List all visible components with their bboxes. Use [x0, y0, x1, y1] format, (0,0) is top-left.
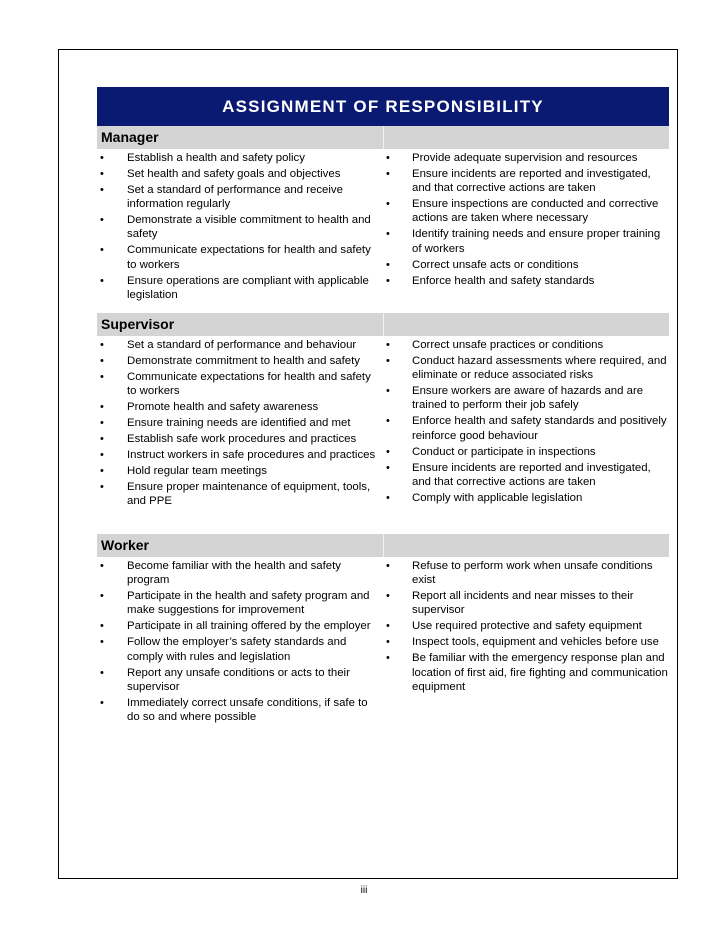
list-item: • Use required protective and safety equipment [383, 619, 669, 633]
section-header-supervisor [97, 313, 669, 336]
list-item: • Hold regular team meetings [97, 464, 383, 478]
list-item: • Ensure proper maintenance of equipment, tools, and PPE [97, 480, 383, 508]
supervisor-left-column [97, 338, 383, 534]
list-item: • Set a standard of performance and behaviour [97, 338, 383, 352]
list-item: • Inspect tools, equipment and vehicles before use [383, 635, 669, 649]
list-item: • Identify training needs and ensure proper training of workers [383, 227, 669, 255]
list-item: • Communicate expectations for health and safety to workers [97, 243, 383, 271]
list-item: • Ensure workers are aware of hazards and are trained to perform their job safely [383, 384, 669, 412]
worker-right-column [383, 559, 669, 749]
list-item: • Communicate expectations for health and safety to workers [97, 370, 383, 398]
list-item: • Ensure incidents are reported and investigated, and that corrective actions are taken [383, 167, 669, 195]
list-item: • Correct unsafe practices or conditions [383, 338, 669, 352]
list-item: • Participate in all training offered by the employer [97, 619, 383, 633]
manager-left-list [97, 151, 383, 302]
page-number: iii [360, 885, 368, 896]
list-item: • Set a standard of performance and receive information regularly [97, 183, 383, 211]
list-item: • Promote health and safety awareness [97, 400, 383, 414]
responsibility-table [97, 87, 669, 749]
list-item: • Provide adequate supervision and resources [383, 151, 669, 165]
list-item: • Conduct hazard assessments where required, and eliminate or reduce associated risks [383, 354, 669, 382]
list-item: • Be familiar with the emergency response plan and location of first aid, fire fighting and communication equipment [383, 651, 669, 694]
list-item: • Instruct workers in safe procedures and practices [97, 448, 383, 462]
manager-right-list [383, 151, 669, 288]
list-item: • Report all incidents and near misses to their supervisor [383, 589, 669, 617]
page-title: ASSIGNMENT OF RESPONSIBILITY [222, 96, 544, 116]
section-header-manager [97, 126, 669, 149]
list-item: • Ensure operations are compliant with applicable legislation [97, 274, 383, 302]
supervisor-right-column [383, 338, 669, 534]
list-item: • Ensure incidents are reported and investigated, and that corrective actions are taken [383, 461, 669, 489]
list-item: • Set health and safety goals and objectives [97, 167, 383, 181]
manager-right-column [383, 151, 669, 313]
title-bar [97, 87, 669, 126]
section-label-supervisor: Supervisor [101, 316, 175, 332]
list-item: • Become familiar with the health and safety program [97, 559, 383, 587]
list-item: • Establish safe work procedures and practices [97, 432, 383, 446]
list-item: • Establish a health and safety policy [97, 151, 383, 165]
list-item: • Demonstrate commitment to health and safety [97, 354, 383, 368]
list-item: • Immediately correct unsafe conditions, if safe to do so and where possible [97, 696, 383, 724]
list-item: • Follow the employer’s safety standards and comply with rules and legislation [97, 635, 383, 663]
list-item: • Report any unsafe conditions or acts to their supervisor [97, 666, 383, 694]
list-item: • Enforce health and safety standards [383, 274, 669, 288]
column-divider [383, 313, 384, 336]
list-item: • Conduct or participate in inspections [383, 445, 669, 459]
worker-left-list [97, 559, 383, 724]
list-item: • Refuse to perform work when unsafe conditions exist [383, 559, 669, 587]
column-divider [383, 126, 384, 149]
list-item: • Enforce health and safety standards and positively reinforce good behaviour [383, 414, 669, 442]
manager-left-column [97, 151, 383, 313]
supervisor-left-list [97, 338, 383, 509]
list-item: • Ensure training needs are identified and met [97, 416, 383, 430]
section-body-manager [97, 149, 669, 313]
section-label-worker: Worker [101, 537, 149, 553]
section-label-manager: Manager [101, 129, 159, 145]
worker-left-column [97, 559, 383, 749]
list-item: • Demonstrate a visible commitment to health and safety [97, 213, 383, 241]
list-item: • Comply with applicable legislation [383, 491, 669, 505]
worker-right-list [383, 559, 669, 694]
column-divider [383, 534, 384, 557]
list-item: • Participate in the health and safety program and make suggestions for improvement [97, 589, 383, 617]
section-header-worker [97, 534, 669, 557]
list-item: • Ensure inspections are conducted and corrective actions are taken where necessary [383, 197, 669, 225]
section-body-worker [97, 557, 669, 749]
supervisor-right-list [383, 338, 669, 505]
section-body-supervisor [97, 336, 669, 534]
list-item: • Correct unsafe acts or conditions [383, 258, 669, 272]
